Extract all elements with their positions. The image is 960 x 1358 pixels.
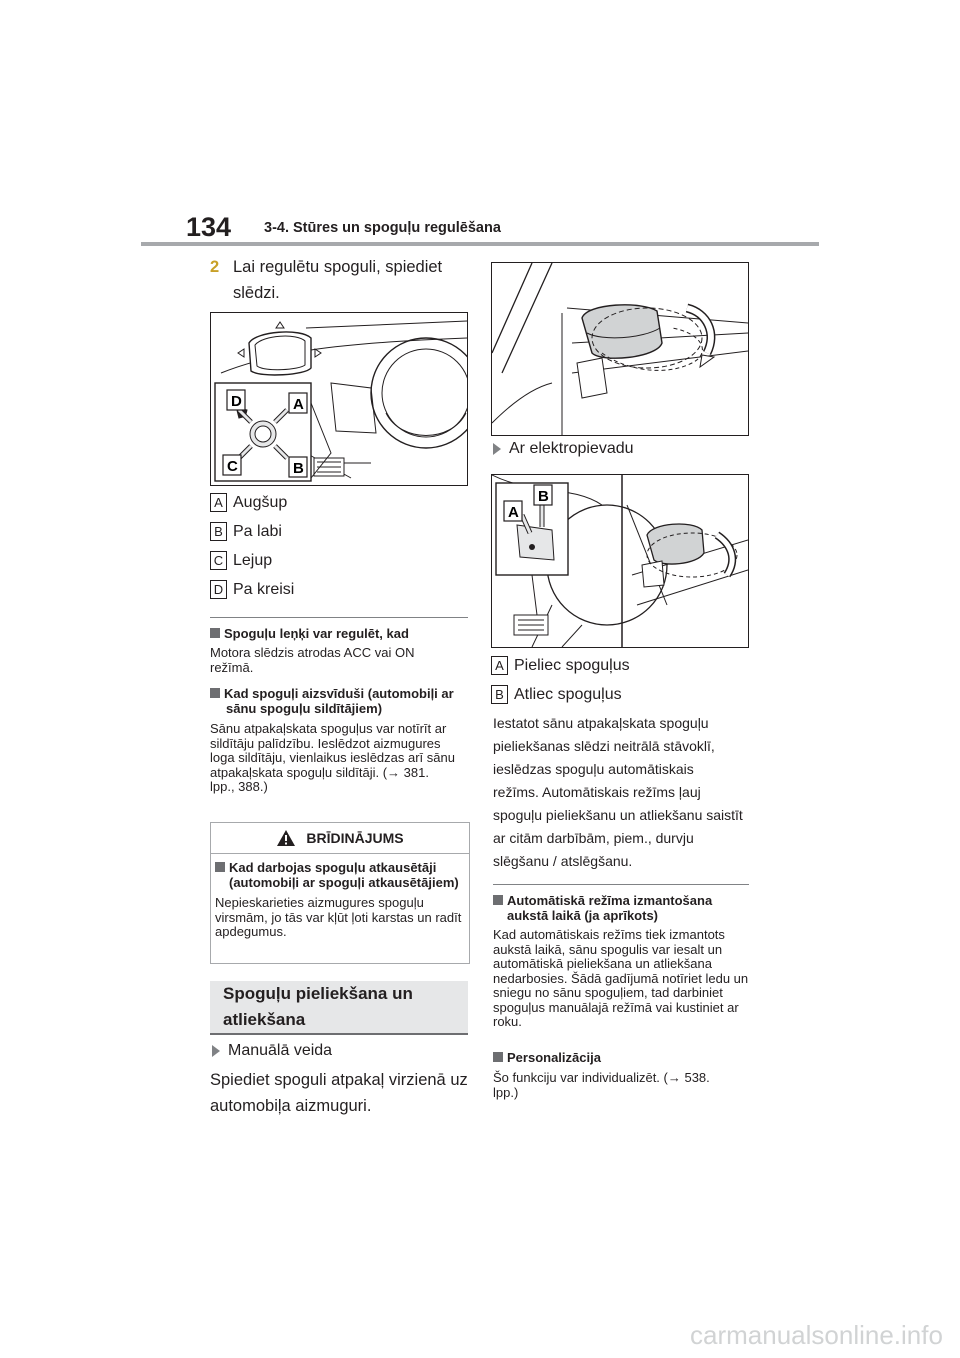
manual-type-label: Manuālā veida (228, 1042, 333, 1059)
note3-body: Kad automātiskais režīms tiek izmantots aukstā laikā, sānu spogulis var iesalt un automātiskā pieliekšana un atliekšana nedarbosies. Šādā gadījumā notīriet ledu un sniegu no sānu spoguļiem, tad darbiniet spoguļus manuālajā režīmā vai kustiniet ar roku. (493, 927, 749, 1029)
label-a: A (491, 656, 508, 675)
direction-d (210, 580, 294, 599)
mirror-switch-illustration (210, 312, 468, 486)
note3-title: Automātiskā režīma izmantošana aukstā laikā (ja aprīkots) (493, 893, 749, 923)
note2-title: Kad spoguļi aizsvīduši (automobiļi ar sānu spoguļu sildītājiem) (210, 686, 468, 716)
square-bullet-icon (493, 895, 503, 905)
warning-body: Nepieskarieties aizmugures spoguļu virsmām, jo tās var kļūt ļoti karstas un radīt apdegumus. (215, 895, 462, 939)
arrow-bullet-icon (493, 443, 501, 455)
step-2 (210, 254, 470, 306)
watermark: carmanualsonline.info (690, 1320, 943, 1350)
square-bullet-icon (215, 862, 225, 872)
arrow-bullet-icon (212, 1045, 220, 1057)
fold-legend-b (491, 685, 622, 704)
section-title: 3-4. Stūres un spoguļu regulēšana (264, 220, 501, 236)
step-text: Lai regulētu spoguli, spiediet slēdzi. (233, 258, 443, 302)
square-bullet-icon (493, 1052, 503, 1062)
note1-body: Motora slēdzis atrodas ACC vai ON režīmā. (210, 645, 415, 675)
warning-title: Kad darbojas spoguļu atkausētāji (automobiļi ar spoguļi atkausētājiem) (215, 860, 465, 890)
fig2-label-a: A (508, 504, 519, 521)
electric-type-item (493, 440, 634, 458)
fig-label-d: D (231, 393, 242, 410)
step-number: 2 (210, 258, 220, 276)
fig-label-c: C (227, 458, 238, 475)
direction-a (210, 493, 287, 512)
label-c: C (210, 551, 227, 570)
label-a: A (210, 493, 227, 512)
fold-legend-a (491, 656, 630, 675)
electric-fold-illustration (491, 474, 749, 648)
note1-title: Spoguļu leņķi var regulēt, kad (210, 626, 468, 641)
folding-section-heading: Spoguļu pieliekšana un atliekšana (210, 981, 468, 1035)
fig-label-b: B (293, 460, 304, 477)
manual-type-text: Spiediet spoguli atpakaļ virzienā uz automobiļa aizmuguri. (210, 1071, 468, 1115)
fold-legend-a-text: Pieliec spoguļus (514, 656, 630, 674)
warning-box (210, 822, 470, 964)
divider (493, 884, 749, 885)
label-b: B (491, 685, 508, 704)
page-number: 134 (186, 212, 232, 242)
fig2-label-b: B (538, 488, 549, 505)
note4-title: Personalizācija (493, 1050, 749, 1065)
square-bullet-icon (210, 628, 220, 638)
square-bullet-icon (210, 688, 220, 698)
fold-legend-b-text: Atliec spoguļus (514, 685, 622, 703)
header-rule (141, 242, 819, 246)
direction-b (210, 522, 282, 541)
label-d: D (210, 580, 227, 599)
manual-fold-illustration (491, 262, 749, 436)
note2-body: Sānu atpakaļskata spoguļus var notīrīt ar sildītāju palīdzību. Ieslēdzot aizmugures loga sildītāju, vienlaikus ieslēdzas arī sānu atpakaļskata spoguļu sildītāji. (→ 381. lpp., 388.) (210, 721, 455, 794)
note4-body: Šo funkciju var individualizēt. (→ 538. lpp.) (493, 1070, 710, 1100)
warning-triangle-icon (276, 829, 296, 847)
direction-c-text: Lejup (233, 551, 273, 569)
label-b: B (210, 522, 227, 541)
direction-b-text: Pa labi (233, 522, 282, 540)
electric-type-label: Ar elektropievadu (509, 440, 634, 457)
manual-type-item (212, 1042, 332, 1060)
divider (210, 617, 468, 618)
auto-mode-paragraph: Iestatot sānu atpakaļskata spoguļu pieliekšanas slēdzi neitrālā stāvoklī, ieslēdzas spoguļu automātiskais režīms. Automātiskais režīms ļauj spoguļu pieliekšanu un atliekšanu saistīt ar citām darbībām, piem., durvju slēgšanu / atslēgšanu. (493, 715, 743, 869)
direction-a-text: Augšup (233, 493, 288, 511)
warning-heading: BRĪDINĀJUMS (211, 823, 469, 854)
direction-c (210, 551, 272, 570)
fig-label-a: A (293, 396, 304, 413)
direction-d-text: Pa kreisi (233, 580, 295, 598)
